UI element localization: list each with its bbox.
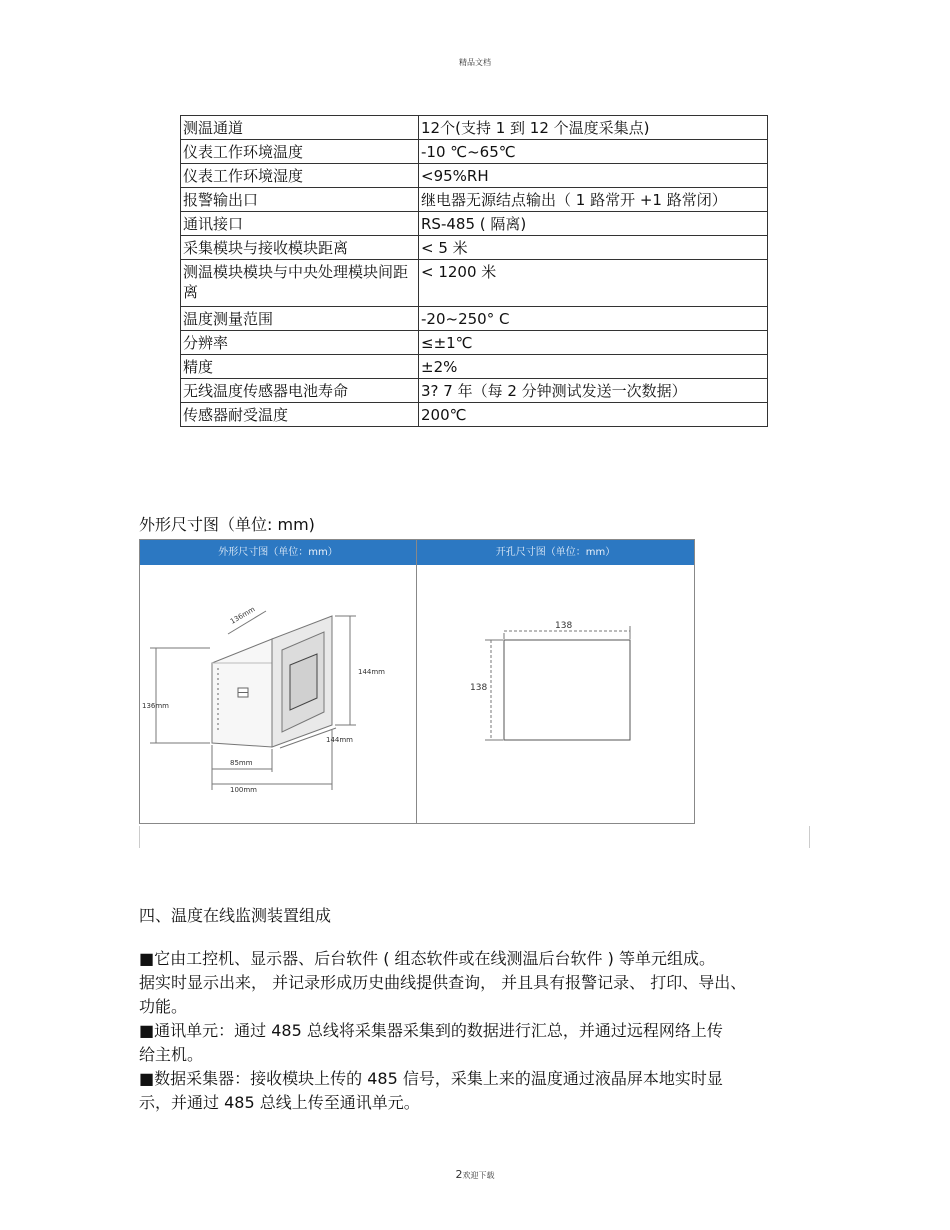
row-label: 无线温度传感器电池寿命 [181,379,419,403]
row-label: 精度 [181,355,419,379]
row-value: -20~250° C [419,307,768,331]
paragraph-line: 功能。 [139,997,188,1016]
table-row [181,236,768,260]
row-value: -10 ℃~65℃ [419,140,768,164]
page-artifact-line [139,826,140,848]
figure-left-header: 外形尺寸图（单位：mm） [140,540,416,565]
table-row [181,403,768,427]
row-value: 继电器无源结点输出（ 1 路常开 +1 路常闭） [419,188,768,212]
row-label: 仪表工作环境湿度 [181,164,419,188]
dim-depth-100: 100mm [230,786,257,794]
table-row [181,355,768,379]
spec-table [180,115,768,427]
row-label: 报警输出口 [181,188,419,212]
table-row [181,260,768,307]
table-row [181,164,768,188]
paragraph-line: ■数据采集器：接收模块上传的 485 信号，采集上来的温度通过液晶屏本地实时显 [139,1069,723,1088]
table-row [181,188,768,212]
cutout-rectangle [504,640,630,740]
figure-right-header: 开孔尺寸图（单位：mm） [417,540,694,565]
row-value: < 1200 米 [419,260,768,307]
row-label: 采集模块与接收模块距离 [181,236,419,260]
paragraph-line: ■它由工控机、显示器、后台软件 ( 组态软件或在线测温后台软件 ) 等单元组成。 [139,949,715,968]
paragraph-line: 示，并通过 485 总线上传至通讯单元。 [139,1093,420,1112]
table-row [181,331,768,355]
figure-title: 外形尺寸图（单位: mm) [139,515,315,534]
dim-depth-top: 136mm [229,605,257,626]
row-value: < 5 米 [419,236,768,260]
dim-height-left: 136mm [142,702,169,710]
paragraph-line: 据实时显示出来， 并记录形成历史曲线提供查询， 并且具有报警记录、 打印、导出、 [139,973,747,992]
row-label: 温度测量范围 [181,307,419,331]
table-row [181,379,768,403]
dim-cutout-height: 138 [470,683,488,693]
row-value: 12个(支持 1 到 12 个温度采集点) [419,116,768,140]
row-label: 传感器耐受温度 [181,403,419,427]
row-value: 3? 7 年（每 2 分钟测试发送一次数据） [419,379,768,403]
row-value: ±2% [419,355,768,379]
dimension-figure [139,539,695,824]
page-number: 2 [455,1168,463,1181]
dim-height-right: 144mm [358,668,385,676]
paragraph-line: 给主机。 [139,1045,204,1064]
table-row [181,140,768,164]
row-value: 200℃ [419,403,768,427]
row-label: 仪表工作环境温度 [181,140,419,164]
row-label: 通讯接口 [181,212,419,236]
dim-cutout-width: 138 [555,621,573,631]
header-note: 精品文档 [459,58,491,67]
page-artifact-line [809,826,810,848]
row-value: RS-485 ( 隔离) [419,212,768,236]
row-label: 测温模块模块与中央处理模块间距离 [181,260,419,307]
row-label: 分辨率 [181,331,419,355]
section-heading: 四、温度在线监测装置组成 [139,906,332,925]
row-value: <95%RH [419,164,768,188]
paragraph-line: ■通讯单元：通过 485 总线将采集器采集到的数据进行汇总，并通过远程网络上传 [139,1021,723,1040]
table-row [181,212,768,236]
dimension-drawing [140,540,694,823]
table-row [181,307,768,331]
footer [0,1168,950,1181]
row-label: 测温通道 [181,116,419,140]
row-value: ≤±1℃ [419,331,768,355]
dim-depth-85: 85mm [230,759,253,767]
dim-width-bottom: 144mm [326,736,353,744]
table-row [181,116,768,140]
footer-note: 欢迎下载 [462,1171,495,1180]
